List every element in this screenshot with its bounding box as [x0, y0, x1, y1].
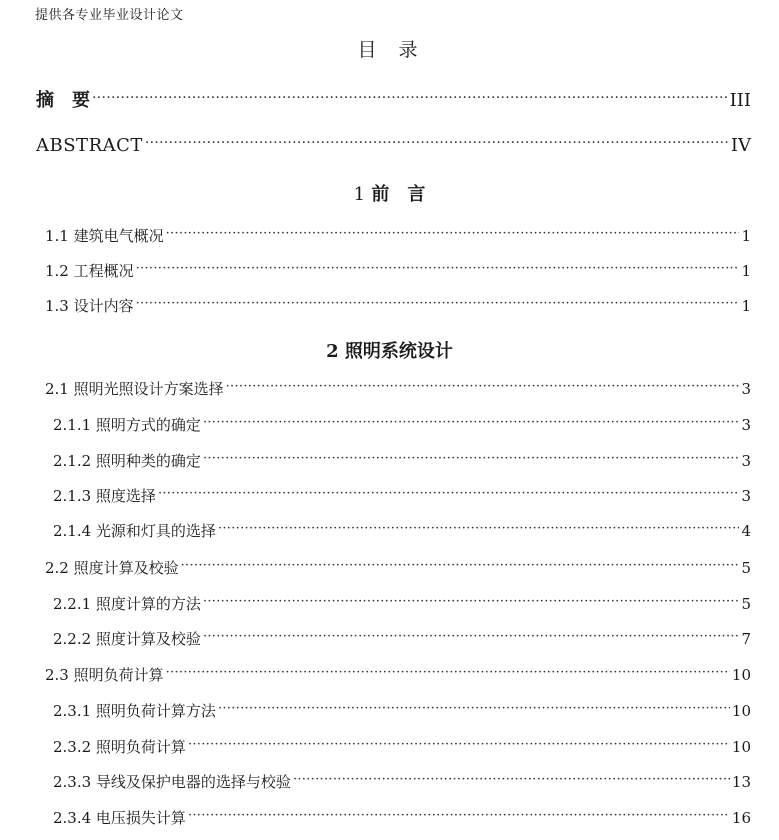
chapter-title: 照明系统设计	[344, 341, 453, 362]
toc-entry-2-2-1[interactable]	[53, 593, 751, 614]
toc-entry-2-3[interactable]	[45, 664, 751, 685]
leader-dots	[181, 558, 740, 573]
leader-dots	[166, 226, 740, 241]
leader-dots	[293, 772, 730, 787]
toc-entry-2-3-1[interactable]	[53, 700, 751, 721]
toc-entry-page: 4	[741, 522, 751, 540]
toc-entry-page: 3	[741, 452, 751, 470]
toc-entry-1-3[interactable]	[45, 295, 751, 316]
toc-entry-1-1[interactable]	[45, 225, 751, 246]
toc-title-char-2: 录	[398, 39, 422, 61]
toc-entry-label: 2.3.2 照明负荷计算	[53, 738, 186, 756]
toc-entry-2-1-4[interactable]	[53, 520, 751, 541]
toc-entry-page: 7	[741, 630, 751, 648]
leader-dots	[136, 261, 740, 276]
toc-entry-page: 1	[741, 297, 751, 315]
toc-entry-page: IV	[730, 135, 751, 156]
toc-entry-page: 16	[731, 809, 751, 827]
chapter-2-heading	[0, 337, 779, 363]
leader-dots	[166, 665, 730, 680]
leader-dots	[226, 379, 740, 394]
leader-dots	[218, 521, 740, 536]
toc-entry-label: 2.3 照明负荷计算	[45, 666, 164, 684]
chapter-1-heading	[0, 180, 779, 206]
leader-dots	[188, 808, 730, 823]
toc-entry-page: III	[729, 90, 751, 111]
toc-entry-label: 2.1.2 照明种类的确定	[53, 452, 201, 470]
toc-entry-label: 1.3 设计内容	[45, 297, 134, 315]
toc-entry-1-2[interactable]	[45, 260, 751, 281]
toc-entry-label: 摘 要	[36, 90, 90, 111]
toc-entry-label: 1.2 工程概况	[45, 262, 134, 280]
toc-entry-2-1-2[interactable]	[53, 450, 751, 471]
toc-entry-abstract-cn[interactable]	[36, 86, 751, 112]
toc-entry-label: 2.3.4 电压损失计算	[53, 809, 186, 827]
toc-entry-page: 10	[731, 666, 751, 684]
toc-title-char-1: 目	[357, 39, 381, 61]
toc-entry-2-3-2[interactable]	[53, 736, 751, 757]
toc-entry-2-1-1[interactable]	[53, 414, 751, 435]
leader-dots	[203, 451, 740, 466]
toc-entry-label: 2.2.1 照度计算的方法	[53, 595, 201, 613]
leader-dots	[203, 594, 740, 609]
toc-entry-label: 2.3.3 导线及保护电器的选择与校验	[53, 773, 291, 791]
toc-entry-page: 10	[731, 738, 751, 756]
toc-entry-2-3-3[interactable]	[53, 771, 751, 792]
toc-entry-label: 2.1.1 照明方式的确定	[53, 416, 201, 434]
leader-dots	[203, 415, 740, 430]
toc-entry-label: 2.1.4 光源和灯具的选择	[53, 522, 216, 540]
toc-entry-label: ABSTRACT	[36, 135, 143, 156]
toc-entry-page: 1	[741, 227, 751, 245]
toc-entry-abstract-en[interactable]	[36, 133, 751, 156]
toc-title	[0, 35, 779, 62]
leader-dots	[158, 486, 740, 501]
toc-entry-page: 5	[741, 559, 751, 577]
toc-entry-label: 2.2.2 照度计算及校验	[53, 630, 201, 648]
toc-entry-page: 1	[741, 262, 751, 280]
leader-dots	[188, 737, 730, 752]
toc-entry-page: 13	[731, 773, 751, 791]
chapter-number: 2	[326, 341, 339, 362]
toc-entry-page: 5	[741, 595, 751, 613]
leader-dots	[136, 296, 740, 311]
toc-entry-2-2-2[interactable]	[53, 628, 751, 649]
toc-entry-2-3-4[interactable]	[53, 807, 751, 828]
toc-entry-page: 3	[741, 416, 751, 434]
chapter-number: 1	[353, 184, 366, 205]
toc-entry-2-2[interactable]	[45, 557, 751, 578]
toc-entry-page: 3	[741, 487, 751, 505]
toc-entry-page: 10	[731, 702, 751, 720]
toc-entry-label: 1.1 建筑电气概况	[45, 227, 164, 245]
chapter-title: 前 言	[371, 184, 426, 205]
leader-dots	[218, 701, 730, 716]
header-note: 提供各专业毕业设计论文	[35, 8, 184, 23]
toc-entry-2-1[interactable]	[45, 378, 751, 399]
leader-dots	[203, 629, 740, 644]
toc-entry-page: 3	[741, 380, 751, 398]
leader-dots	[145, 133, 729, 151]
toc-entry-2-1-3[interactable]	[53, 485, 751, 506]
toc-entry-label: 2.3.1 照明负荷计算方法	[53, 702, 216, 720]
leader-dots	[92, 88, 728, 106]
toc-entry-label: 2.2 照度计算及校验	[45, 559, 179, 577]
toc-entry-label: 2.1 照明光照设计方案选择	[45, 380, 224, 398]
toc-entry-label: 2.1.3 照度选择	[53, 487, 156, 505]
